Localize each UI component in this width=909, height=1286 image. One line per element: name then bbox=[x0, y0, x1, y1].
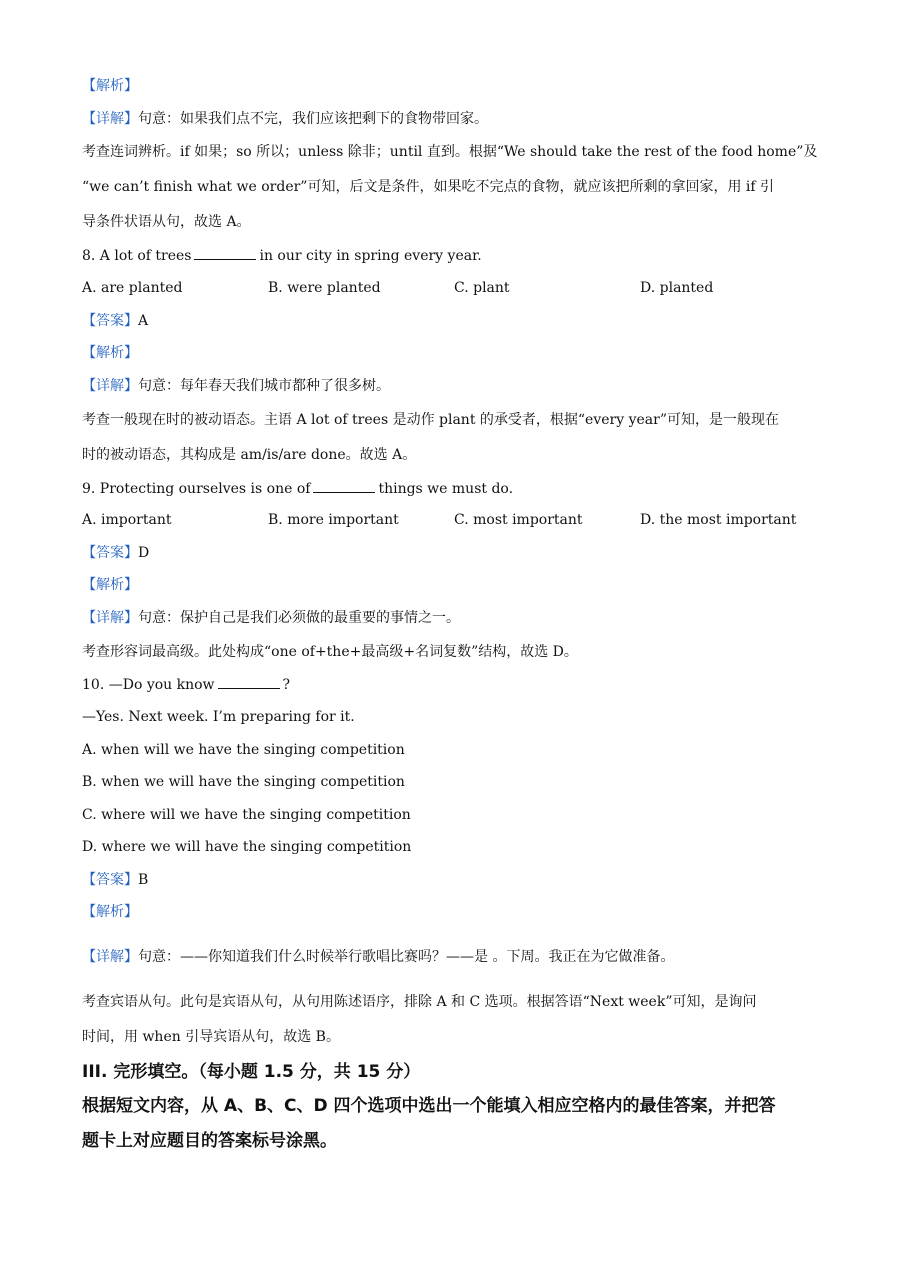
option-a: A. when will we have the singing competition bbox=[82, 742, 405, 758]
option-d: D. where we will have the singing competition bbox=[82, 839, 412, 855]
question-stem: 8. A lot of trees in our city in spring every year. bbox=[82, 245, 482, 266]
answer-line: 【答案】D bbox=[82, 545, 150, 561]
option-b: B. when we will have the singing competition bbox=[82, 774, 405, 790]
explanation-line: “we can’t finish what we order”可知，后文是条件，如果吃不完点的食物，就应该把所剩的拿回家，用 if 引 bbox=[82, 179, 775, 195]
detail-line: 【详解】句意：保护自己是我们必须做的最重要的事情之一。 bbox=[82, 610, 460, 626]
explanation-line: 时的被动语态，其构成是 am/is/are done。故选 A。 bbox=[82, 447, 417, 463]
option-c: C. most important bbox=[454, 512, 583, 528]
question-stem: 9. Protecting ourselves is one of things we must do. bbox=[82, 478, 513, 499]
answer-blank bbox=[194, 245, 256, 260]
explanation-line: 考查形容词最高级。此处构成“one of+the+最高级+名词复数”结构，故选 D。 bbox=[82, 644, 578, 660]
option-a: A. important bbox=[82, 512, 172, 528]
section-instruction: 根据短文内容，从 A、B、C、D 四个选项中选出一个能填入相应空格内的最佳答案，并把答 bbox=[82, 1096, 776, 1116]
option-d: D. planted bbox=[640, 280, 714, 296]
explanation-line: 考查连词辨析。if 如果；so 所以；unless 除非；until 直到。根据“We should take the rest of the food home”及 bbox=[82, 144, 818, 160]
analysis-tag: 【解析】 bbox=[82, 345, 138, 361]
option-a: A. are planted bbox=[82, 280, 183, 296]
detail-line: 【详解】句意：每年春天我们城市都种了很多树。 bbox=[82, 378, 390, 394]
options-row bbox=[82, 510, 832, 530]
question-stem: 10. —Do you know ? bbox=[82, 674, 290, 695]
section-title: III. 完形填空。（每小题 1.5 分，共 15 分） bbox=[82, 1062, 421, 1082]
explanation-line: 时间，用 when 引导宾语从句，故选 B。 bbox=[82, 1029, 340, 1045]
analysis-tag: 【解析】 bbox=[82, 904, 138, 920]
answer-blank bbox=[313, 478, 375, 493]
detail-line: 【详解】句意：如果我们点不完，我们应该把剩下的食物带回家。 bbox=[82, 111, 488, 127]
answer-line: 【答案】B bbox=[82, 872, 149, 888]
answer-blank bbox=[218, 674, 280, 689]
options-row bbox=[82, 278, 832, 298]
detail-line: 【详解】句意：——你知道我们什么时候举行歌唱比赛吗？——是 。下周。我正在为它做准备。 bbox=[82, 949, 675, 965]
dialogue-reply: —Yes. Next week. I’m preparing for it. bbox=[82, 709, 355, 725]
analysis-tag: 【解析】 bbox=[82, 577, 138, 593]
explanation-line: 考查一般现在时的被动语态。主语 A lot of trees 是动作 plant 的承受者，根据“every year”可知，是一般现在 bbox=[82, 412, 779, 428]
analysis-tag: 【解析】 bbox=[82, 78, 138, 94]
option-b: B. were planted bbox=[268, 280, 381, 296]
option-b: B. more important bbox=[268, 512, 399, 528]
answer-line: 【答案】A bbox=[82, 313, 149, 329]
explanation-line: 考查宾语从句。此句是宾语从句，从句用陈述语序，排除 A 和 C 选项。根据答语“Next week”可知，是询问 bbox=[82, 994, 757, 1010]
option-d: D. the most important bbox=[640, 512, 797, 528]
option-c: C. plant bbox=[454, 280, 510, 296]
explanation-line: 导条件状语从句，故选 A。 bbox=[82, 214, 251, 230]
option-c: C. where will we have the singing competition bbox=[82, 807, 411, 823]
section-instruction: 题卡上对应题目的答案标号涂黑。 bbox=[82, 1131, 337, 1151]
